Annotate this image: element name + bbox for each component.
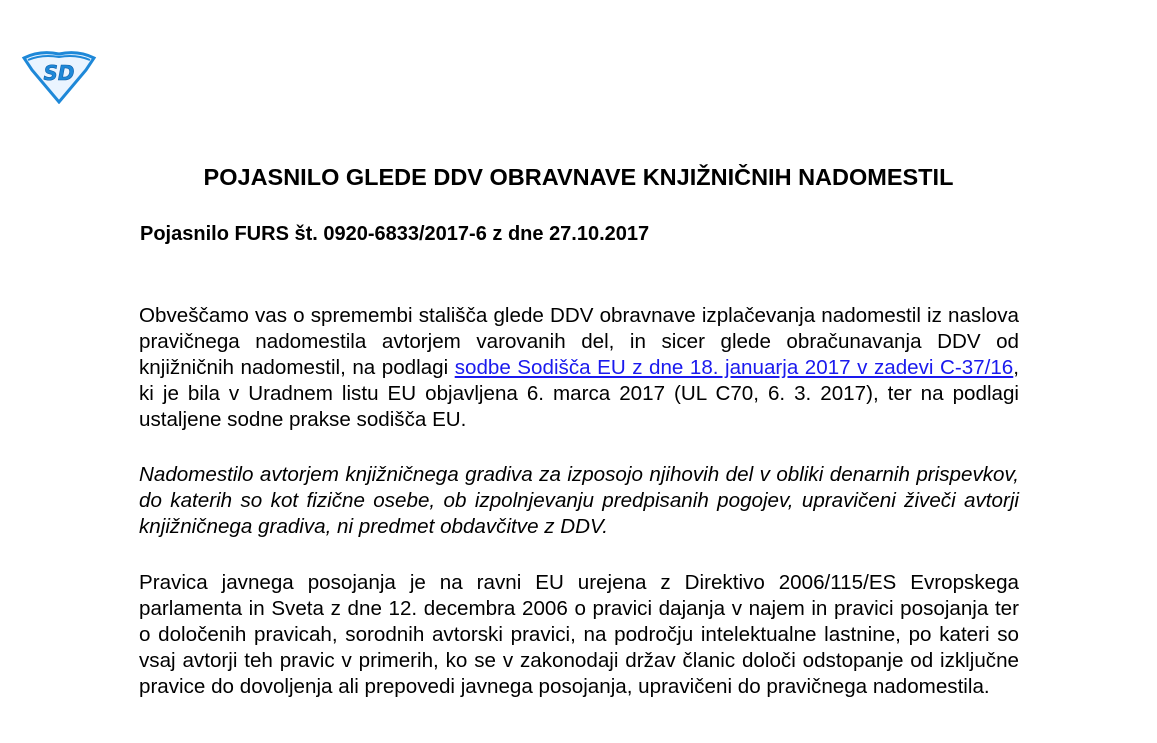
paragraph-vat-exemption: Nadomestilo avtorjem knjižničnega gradiva za izposojo njihovih del v obliki denarnih prispevkov, do katerih so kot fizične osebe, ob izpolnjevanju predpisanih pogojev, upravičeni živeči avtorji knjižničnega gradiva, ni predmet obdavčitve z DDV. [139, 463, 1019, 538]
paragraph-text: , ki je bila v Uradnem listu EU objavljena 6. marca 2017 (UL C70, 6. 3. 2017), ter na podlagi ustaljene sodne prakse sodišča EU. [139, 356, 1019, 431]
paragraph-change-notice [139, 303, 1019, 433]
document-subtitle: Pojasnilo FURS št. 0920-6833/2017-6 z dne 27.10.2017 [140, 223, 650, 245]
court-ruling-link[interactable]: sodbe Sodišča EU z dne 18. januarja 2017 v zadevi C-37/16 [454, 356, 1014, 379]
svg-text:SD: SD [43, 61, 75, 85]
shield-logo-icon [20, 50, 98, 104]
paragraph-text: Obveščamo vas o spremembi stališča glede DDV obravnave izplačevanja nadomestil iz naslova pravičnega nadomestila avtorjem varovanih del, in sicer glede obračunavanja DDV od knjižničnih nadomestil, na podlagi [139, 304, 1019, 379]
document-title: POJASNILO GLEDE DDV OBRAVNAVE KNJIŽNIČNIH NADOMESTIL [203, 164, 954, 190]
sd-logo [20, 50, 98, 104]
paragraph-directive: Pravica javnega posojanja je na ravni EU urejena z Direktivo 2006/115/ES Evropskega parlamenta in Sveta z dne 12. decembra 2006 o pravici dajanja v najem in pravici posojanja ter o določenih pravicah, sorodnih avtorski pravici, na področju intelektualne lastnine, po kateri so vsaj avtorji teh pravic v primerih, ko se v zakonodaji držav članic določi odstopanje od izključne pravice do dovoljenja ali prepovedi javnega posojanja, upravičeni do pravičnega nadomestila. [139, 571, 1019, 698]
